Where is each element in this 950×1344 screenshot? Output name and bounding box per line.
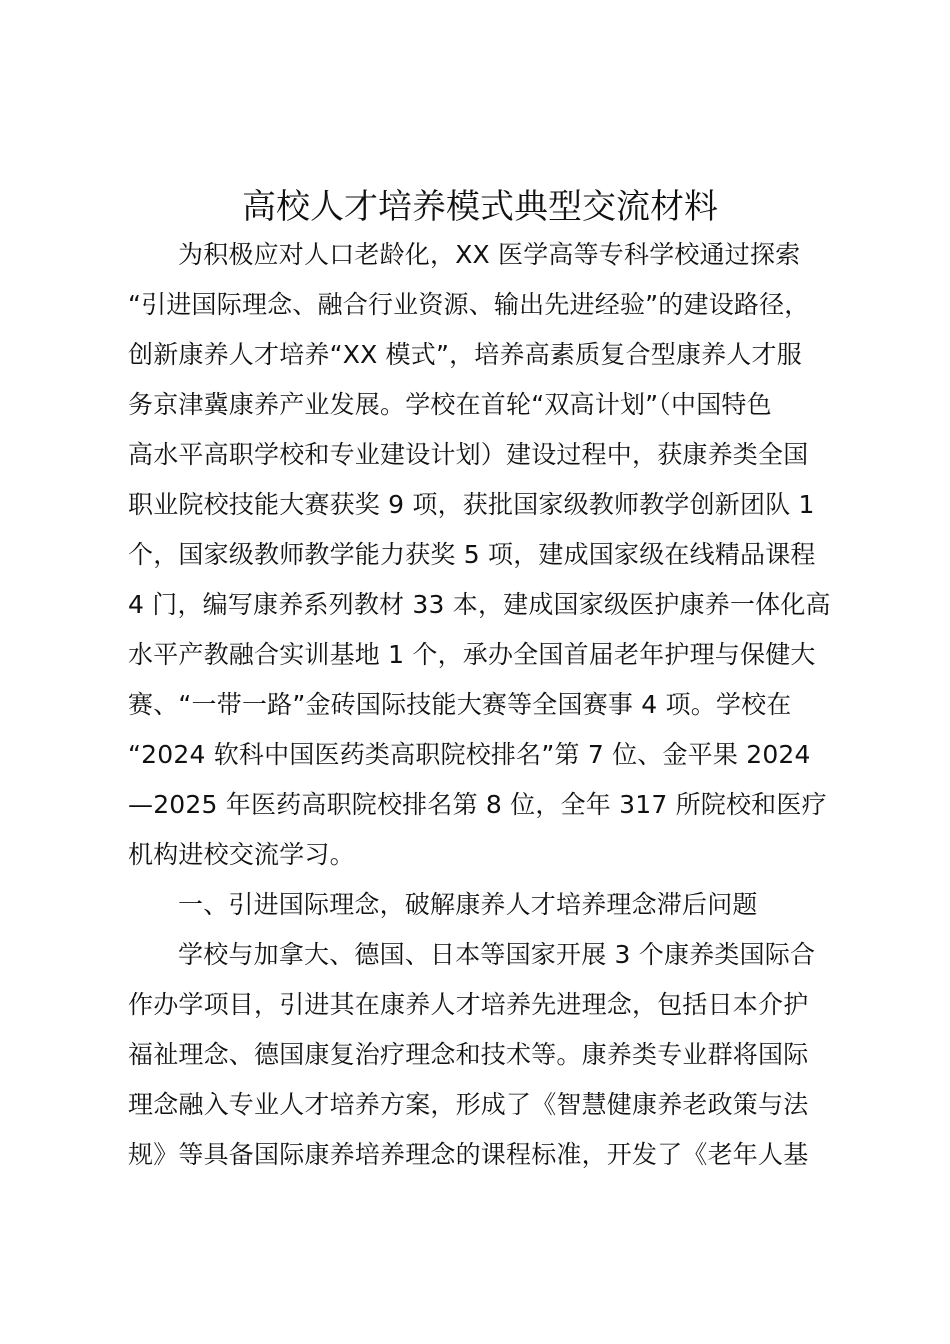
paragraph-1-line-11: “2024 软科中国医药类高职院校排名”第 7 位、金平果 2024 (128, 740, 811, 769)
paragraph-1-line-10: 赛、“一带一路”金砖国际技能大赛等全国赛事 4 项。学校在 (128, 690, 792, 719)
paragraph-1-line-13: 机构进校交流学习。 (128, 840, 355, 869)
paragraph-1-line-4: 务京津冀康养产业发展。学校在首轮“双高计划”（中国特色 (128, 390, 772, 419)
paragraph-1-line-7: 个，国家级教师教学能力获奖 5 项，建成国家级在线精品课程 (128, 540, 816, 569)
paragraph-1-line-5: 高水平高职学校和专业建设计划）建设过程中，获康养类全国 (128, 440, 809, 469)
paragraph-1-line-12: —2025 年医药高职院校排名第 8 位，全年 317 所院校和医疗 (128, 790, 827, 819)
paragraph-2-line-2: 作办学项目，引进其在康养人才培养先进理念，包括日本介护 (128, 990, 809, 1019)
paragraph-1-line-1: 为积极应对人口老龄化，XX 医学高等专科学校通过探索 (178, 240, 801, 269)
paragraph-1-line-2: “引进国际理念、融合行业资源、输出先进经验”的建设路径， (128, 290, 810, 319)
paragraph-2-line-1: 学校与加拿大、德国、日本等国家开展 3 个康养类国际合 (178, 940, 816, 969)
paragraph-1-line-6: 职业院校技能大赛获奖 9 项，获批国家级教师教学创新团队 1 (128, 490, 815, 519)
paragraph-2-line-4: 理念融入专业人才培养方案，形成了《智慧健康养老政策与法 (128, 1090, 809, 1119)
paragraph-1-line-9: 水平产教融合实训基地 1 个，承办全国首届老年护理与保健大 (128, 640, 816, 669)
paragraph-2-line-5: 规》等具备国际康养培养理念的课程标准，开发了《老年人基 (128, 1140, 809, 1169)
paragraph-1-line-3: 创新康养人才培养“XX 模式”，培养高素质复合型康养人才服 (128, 340, 802, 369)
section-heading-1: 一、引进国际理念，破解康养人才培养理念滞后问题 (178, 890, 758, 919)
paragraph-1-line-8: 4 门，编写康养系列教材 33 本，建成国家级医护康养一体化高 (128, 590, 831, 619)
document-title: 高校人才培养模式典型交流材料 (242, 187, 718, 227)
paragraph-2-line-3: 福祉理念、德国康复治疗理念和技术等。康养类专业群将国际 (128, 1040, 809, 1069)
